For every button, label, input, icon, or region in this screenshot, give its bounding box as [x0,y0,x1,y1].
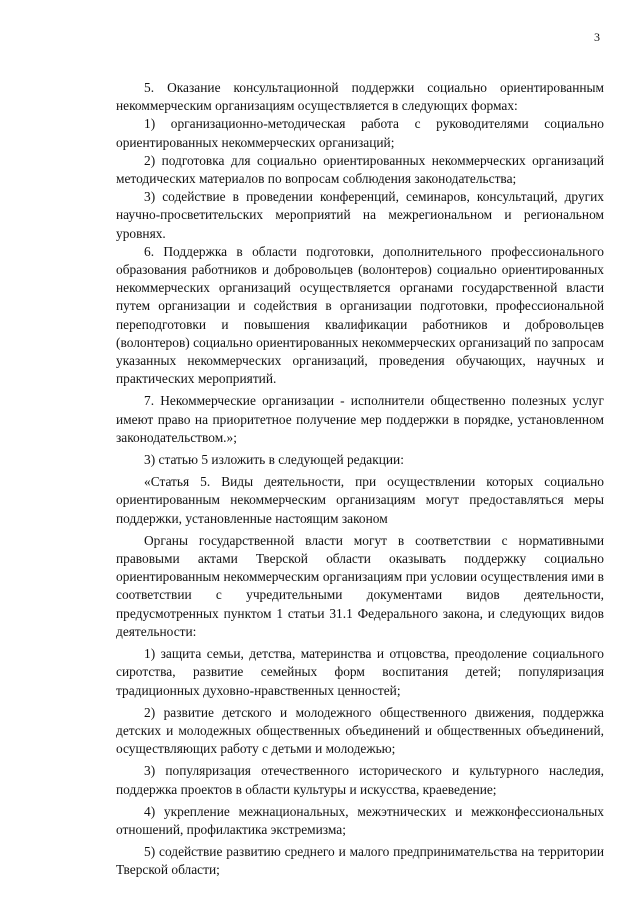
list-item-3: 3) содействие в проведении конференций, семинаров, консультаций, других научно-просветительских мероприятий на межрегиональном и региональном уровнях. [116,189,604,241]
activity-item-4: 4) укрепление межнациональных, межэтнических и межконфессиональных отношений, профилактика экстремизма; [116,803,604,837]
article-5-intro: Органы государственной власти могут в соответствии с нормативными правовыми актами Тверской области оказывать поддержку социально ориентированным некоммерческим организациям при условии осуществления ими в соответствии с учредительными документами видов деятельности, предусмотренных пунктом 1 статьи 31.1 Федерального закона, и следующих видов деятельности: [116,532,604,639]
document-body [116,79,604,880]
activity-item-3: 3) популяризация отечественного исторического и культурного наследия, поддержка проектов в области культуры и искусства, краеведение; [116,763,604,797]
list-item-2: 2) подготовка для социально ориентированных некоммерческих организаций методических материалов по вопросам соблюдения законодательства; [116,152,604,187]
paragraph-6-training: 6. Поддержка в области подготовки, дополнительного профессионального образования работников и добровольцев (волонтеров) социально ориентированных некоммерческих организаций осуществляется органами государственной власти путем организации и содействия в организации подготовки, профессиональной переподготовки и повышения квалификации работников и добровольцев (волонтеров) социально ориентированных некоммерческих организаций по запросам указанных некоммерческих организаций, проведения обучающих, научных и практических мероприятий. [116,243,604,387]
paragraph-7-priority: 7. Некоммерческие организации - исполнители общественно полезных услуг имеют право на приоритетное получение мер поддержки в порядке, установленном законодательством.»; [116,393,604,445]
activity-item-5: 5) содействие развитию среднего и малого предпринимательства на территории Тверской области; [116,844,604,878]
article-5-title: «Статья 5. Виды деятельности, при осуществлении которых социально ориентированным некоммерческим организациям могут предоставляться меры поддержки, установленные настоящим законом [116,474,604,526]
activity-item-1: 1) защита семьи, детства, материнства и отцовства, преодоление социального сиротства, развитие семейных форм воспитания детей; популяризация традиционных духовно-нравственных ценностей; [116,646,604,698]
paragraph-5-consulting: 5. Оказание консультационной поддержки социально ориентированным некоммерческим организациям осуществляется в следующих формах: [116,80,604,114]
article-5-instruction: 3) статью 5 изложить в следующей редакции: [144,452,404,468]
list-item-1: 1) организационно-методическая работа с руководителями социально ориентированных некоммерческих организаций; [116,116,604,150]
page-number: 3 [594,30,600,44]
activity-item-2: 2) развитие детского и молодежного общественного движения, поддержка детских и молодежных общественных объединений и общественных объединений, осуществляющих работу с детьми и молодежью; [116,704,604,757]
